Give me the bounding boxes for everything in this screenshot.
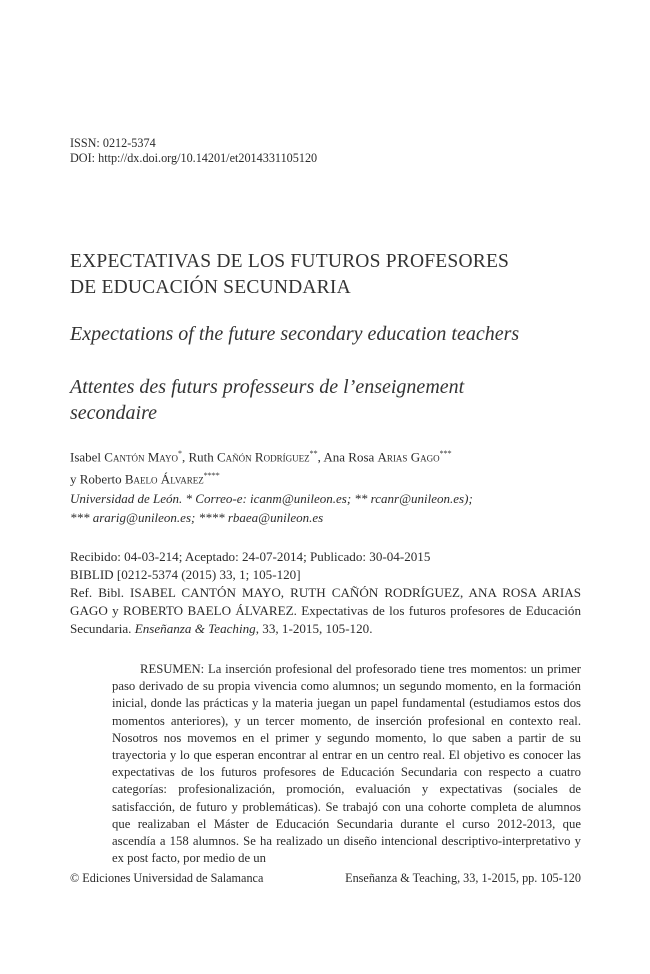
author-3-surname: Arias Gago — [377, 449, 440, 465]
footer-publisher: © Ediciones Universidad de Salamanca — [70, 871, 264, 885]
french-title — [70, 374, 464, 426]
author-2-mark: ** — [309, 449, 318, 458]
spanish-title-line-1: EXPECTATIVAS DE LOS FUTUROS PROFESORES — [70, 251, 510, 272]
abstract-paragraph: RESUMEN: La inserción profesional del profesorado tiene tres momentos: un primer paso derivado de su propia vivencia como alumnos; un segundo momento, en la formación inicial, donde las prácticas y la materia juegan un papel fundamental (estudiamos estos dos momentos anteriores), y un tercer momento, de inserción profesional en contexto real. Nosotros nos movemos en el primer y segundo momento, lo que saben a partir de su trayectoria y lo que esperan encontrar al entrar en un centro real. El objetivo es conocer las expectativas de los futuros profesores de Educación Secundaria con respecto a cuatro categorías: profesionalización, promoción, evaluación y expectativas (sociales de satisfacción, de futuro y problemáticas). Se trabajó con una cohorte completa de alumnos que realizaban el Máster de Educación Secundaria durante el curso 2012-2013, que ascendía a 158 alumnos. Se ha realizado un diseño intencional descriptivo-interpretativo y ex post facto, por medio de un — [112, 662, 581, 866]
affiliation-line-1: Universidad de León. * Correo-e: icanm@unileon.es; ** rcanr@unileon.es); — [70, 490, 473, 506]
bibliographic-reference — [70, 584, 581, 638]
french-title-line-1: Attentes des futurs professeurs de l’enseignement — [70, 376, 465, 398]
reference-text: Ref. Bibl. ISABEL CANTÓN MAYO, RUTH CAÑÓN RODRÍGUEZ, ANA ROSA ARIAS GAGO y ROBERTO BAELO ÁLVAREZ. Expectativas de los futuros profesores de Educación Secundaria. — [70, 585, 581, 636]
biblid-line: BIBLID [0212-5374 (2015) 33, 1; 105-120] — [70, 567, 301, 582]
doi: DOI: http://dx.doi.org/10.14201/et2014331105120 — [70, 151, 318, 165]
article-metadata — [70, 548, 581, 638]
author-2-surname: Cañón Rodríguez — [217, 449, 310, 465]
author-4-surname: Baelo Álvarez — [124, 471, 204, 487]
reference-suffix: , 33, 1-2015, 105-120. — [255, 621, 373, 636]
author-block — [70, 444, 590, 527]
author-4-mark: **** — [203, 471, 220, 481]
author-separator-3: y Roberto — [70, 471, 125, 487]
issn: ISSN: 0212-5374 — [70, 136, 156, 150]
author-1-mark: * — [177, 449, 182, 458]
dates-line: Recibido: 04-03-214; Aceptado: 24-07-2014; Publicado: 30-04-2015 — [70, 549, 431, 564]
author-separator-1: , Ruth — [181, 449, 217, 465]
author-separator-2: , Ana Rosa — [317, 449, 378, 465]
affiliation-line-2: *** ararig@unileon.es; **** rbaea@unileon.es — [70, 509, 324, 525]
english-title: Expectations of the future secondary education teachers — [70, 323, 520, 345]
author-1-surname: Cantón Mayo — [104, 449, 178, 465]
spanish-title — [70, 249, 509, 301]
spanish-title-line-2: DE EDUCACIÓN SECUNDARIA — [70, 277, 351, 298]
author-3-mark: *** — [439, 449, 452, 458]
author-1-first-name: Isabel — [70, 449, 102, 465]
journal-name: Enseñanza & Teaching — [134, 621, 256, 636]
authors-line-2 — [70, 466, 590, 488]
french-title-line-2: secondaire — [70, 402, 158, 424]
authors-line-1 — [70, 444, 590, 466]
footer-journal-citation: Enseñanza & Teaching, 33, 1-2015, pp. 105-120 — [345, 871, 581, 885]
